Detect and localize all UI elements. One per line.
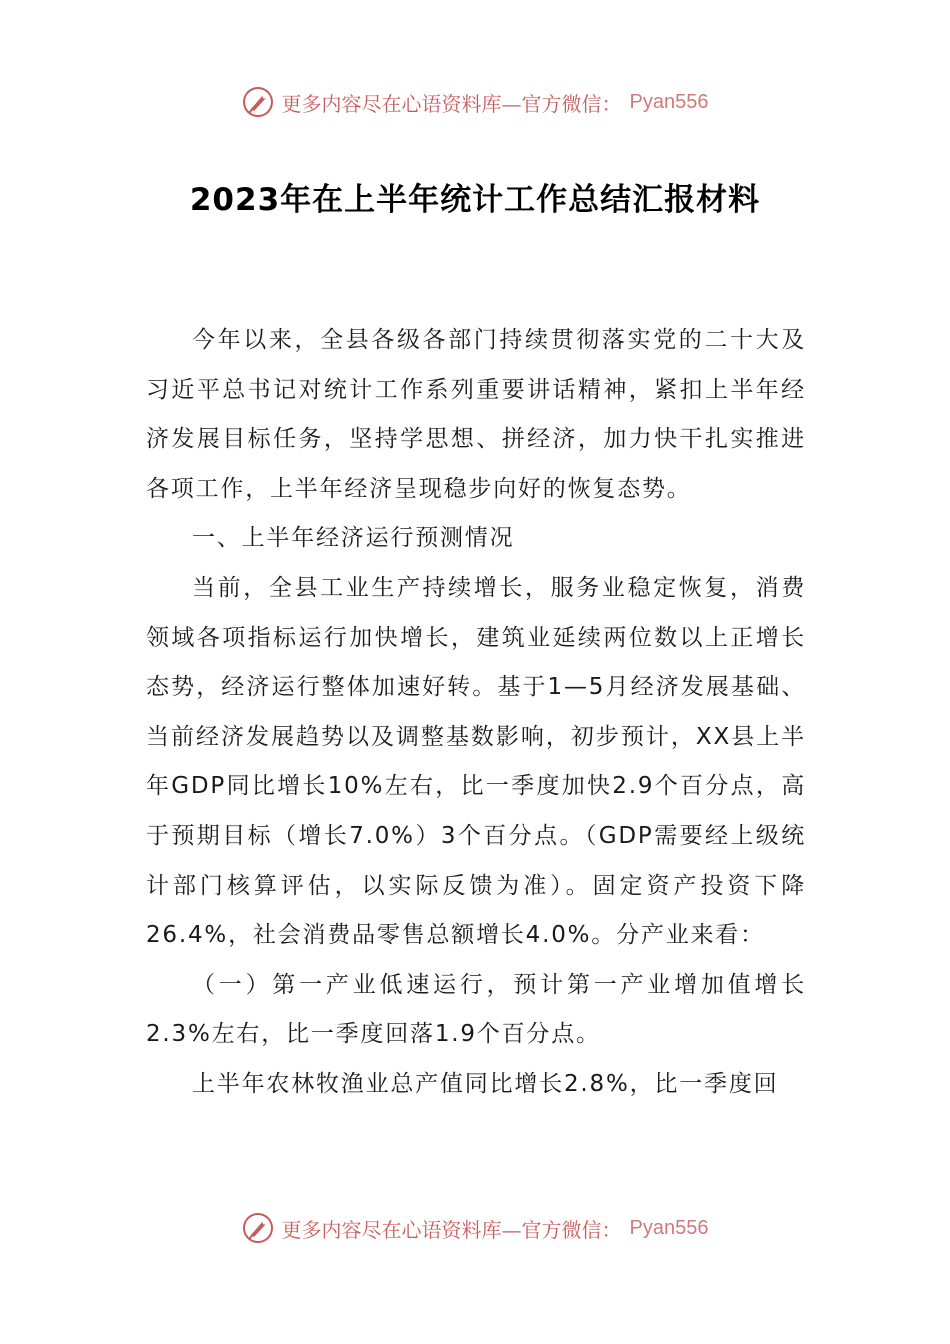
- paragraph-intro: 今年以来，全县各级各部门持续贯彻落实党的二十大及习近平总书记对统计工作系列重要讲话精神，紧扣上半年经济发展目标任务，坚持学思想、拼经济，加力快干扎实推进各项工作，上半年经济呈现稳步向好的恢复态势。: [146, 327, 806, 502]
- quill-pen-icon: [242, 1212, 274, 1244]
- paragraph-agriculture: 上半年农林牧渔业总产值同比增长2.8%，比一季度回: [192, 1070, 779, 1097]
- quill-pen-icon: [242, 86, 274, 118]
- header-watermark: [0, 86, 950, 118]
- watermark-wechat-id: Pyan556: [629, 1216, 709, 1239]
- paragraph-forecast: 当前，全县工业生产持续增长，服务业稳定恢复，消费领域各项指标运行加快增长，建筑业延续两位数以上正增长态势，经济运行整体加速好转。基于1—5月经济发展基础、当前经济发展趋势以及调整基数影响，初步预计，XX县上半年GDP同比增长10%左右，比一季度加快2.9个百分点，高于预期目标（增长7.0%）3个百分点。（GDP需要经上级统计部门核算评估，以实际反馈为准）。固定资产投资下降26.4%，社会消费品零售总额增长4.0%。分产业来看：: [146, 574, 806, 949]
- watermark-text: 更多内容尽在心语资料库—官方微信：: [281, 91, 622, 116]
- footer-watermark: [0, 1212, 950, 1244]
- paragraph-primary-industry: （一）第一产业低速运行，预计第一产业增加值增长2.3%左右，比一季度回落1.9个百分点。: [146, 971, 806, 1048]
- watermark-wechat-id: Pyan556: [629, 90, 709, 113]
- document-body: [146, 316, 806, 1110]
- section-heading-1: 一、上半年经济运行预测情况: [192, 525, 515, 552]
- document-title: 2023年在上半年统计工作总结汇报材料: [189, 182, 761, 218]
- watermark-text: 更多内容尽在心语资料库—官方微信：: [281, 1217, 622, 1242]
